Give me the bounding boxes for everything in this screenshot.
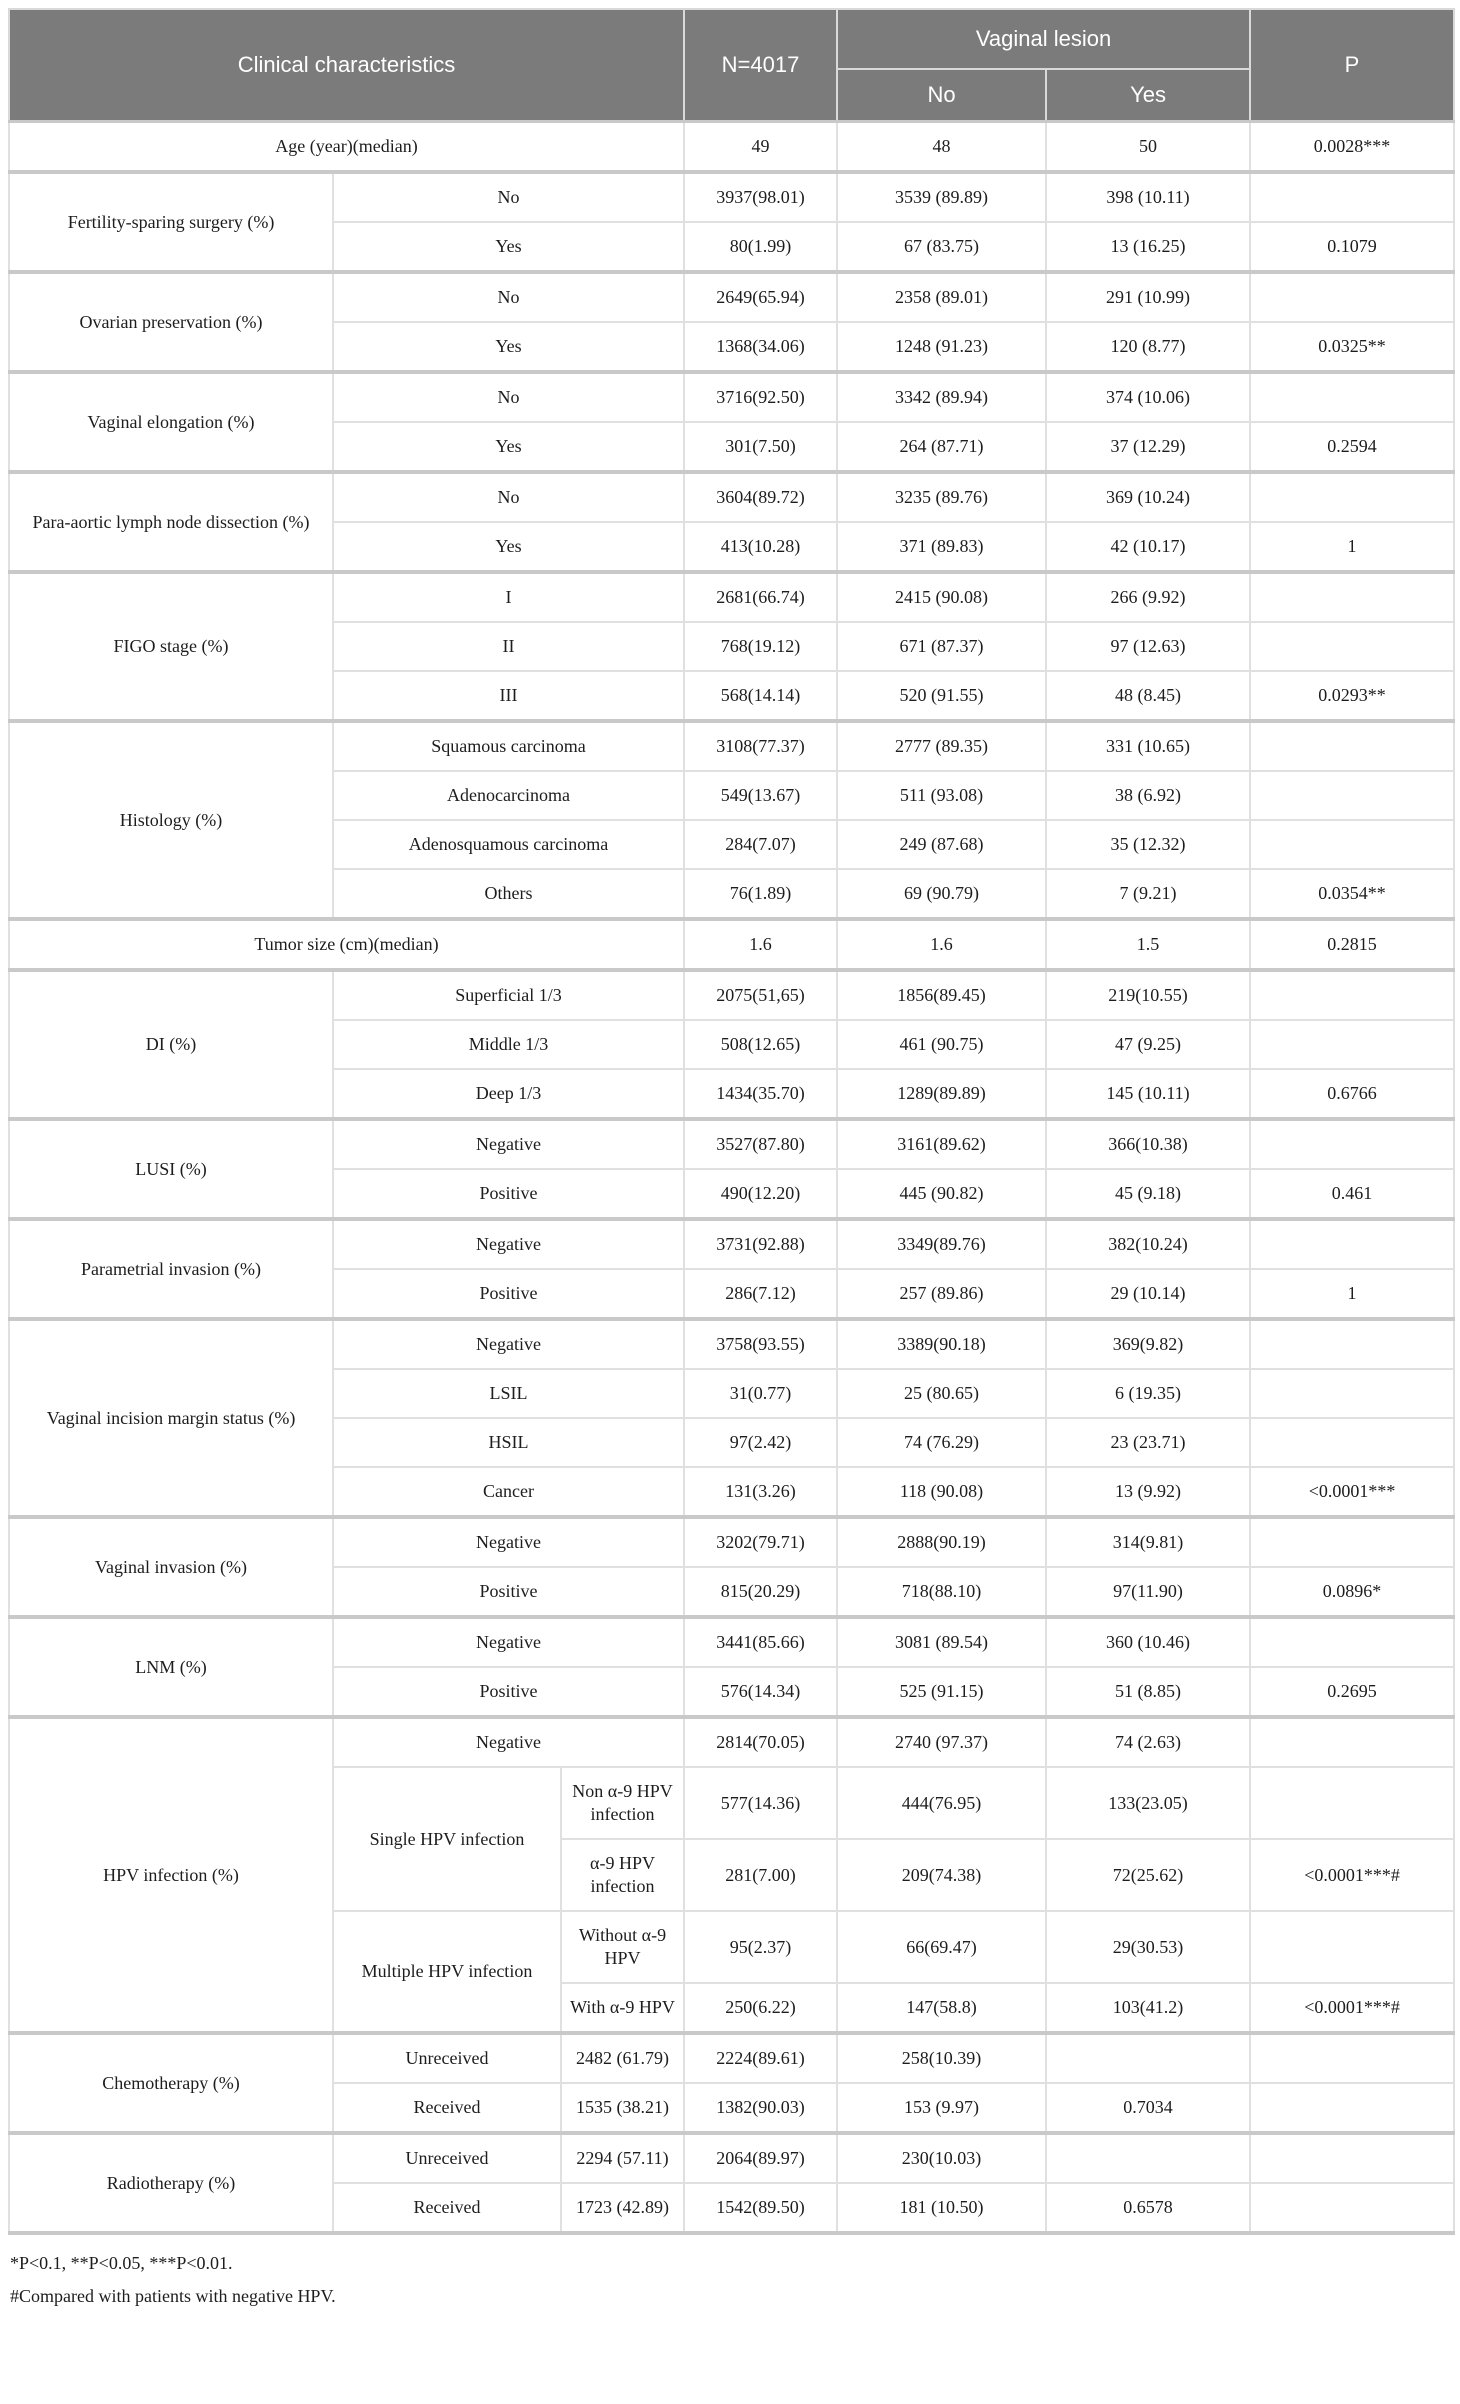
value-cell: 568(14.14)	[684, 671, 837, 721]
section-vaginal-invasion	[9, 1517, 1454, 1617]
category-cell: Unreceived	[333, 2033, 561, 2083]
row-group-label-cell: Vaginal elongation (%)	[9, 372, 333, 472]
value-cell: 2064(89.97)	[684, 2133, 837, 2183]
section-radiotherapy	[9, 2133, 1454, 2233]
table-row	[9, 1617, 1454, 1667]
category-cell: Negative	[333, 1119, 684, 1169]
value-cell: 3441(85.66)	[684, 1617, 837, 1667]
row-group-label-cell: DI (%)	[9, 970, 333, 1119]
value-cell: 250(6.22)	[684, 1983, 837, 2033]
value-cell: 147(58.8)	[837, 1983, 1046, 2033]
value-cell: 520 (91.55)	[837, 671, 1046, 721]
section-lnm	[9, 1617, 1454, 1717]
value-cell: 1542(89.50)	[684, 2183, 837, 2233]
value-cell: 549(13.67)	[684, 771, 837, 820]
value-cell: 209(74.38)	[837, 1839, 1046, 1911]
value-cell: 3937(98.01)	[684, 172, 837, 222]
category-cell: Negative	[333, 1717, 684, 1767]
category-cell: Single HPV infection	[333, 1767, 561, 1911]
p-value-cell	[1250, 2133, 1454, 2183]
p-value-cell: 0.0028***	[1250, 122, 1454, 173]
section-parametrial-invasion	[9, 1219, 1454, 1319]
p-value-cell: 1	[1250, 1269, 1454, 1319]
category-cell: Deep 1/3	[333, 1069, 684, 1119]
value-cell: 508(12.65)	[684, 1020, 837, 1069]
value-cell: 95(2.37)	[684, 1911, 837, 1983]
p-value-cell: <0.0001***#	[1250, 1983, 1454, 2033]
value-cell: 50	[1046, 122, 1250, 173]
category-cell: Positive	[333, 1269, 684, 1319]
table-row	[9, 372, 1454, 422]
p-value-cell	[1250, 1119, 1454, 1169]
p-value-cell: 0.2815	[1250, 919, 1454, 970]
value-cell: 2681(66.74)	[684, 572, 837, 622]
category-cell: Adenosquamous carcinoma	[333, 820, 684, 869]
table-row	[9, 2033, 1454, 2083]
value-cell: 281(7.00)	[684, 1839, 837, 1911]
value-cell: 382(10.24)	[1046, 1219, 1250, 1269]
subcategory-cell: With α-9 HPV	[561, 1983, 684, 2033]
value-cell: 249 (87.68)	[837, 820, 1046, 869]
table-row	[9, 919, 1454, 970]
value-cell: 1723 (42.89)	[561, 2183, 684, 2233]
footnote-significance-levels: *P<0.1, **P<0.05, ***P<0.01.	[10, 2253, 233, 2273]
row-group-label-cell: LNM (%)	[9, 1617, 333, 1717]
value-cell: 264 (87.71)	[837, 422, 1046, 472]
header-clinical-characteristics: Clinical characteristics	[9, 9, 684, 122]
subcategory-cell: Non α-9 HPV infection	[561, 1767, 684, 1839]
value-cell: 671 (87.37)	[837, 622, 1046, 671]
value-cell: 511 (93.08)	[837, 771, 1046, 820]
p-value-cell	[1250, 372, 1454, 422]
table-row	[9, 572, 1454, 622]
value-cell: 45 (9.18)	[1046, 1169, 1250, 1219]
value-cell: 29 (10.14)	[1046, 1269, 1250, 1319]
p-value-cell	[1250, 1717, 1454, 1767]
value-cell: 35 (12.32)	[1046, 820, 1250, 869]
table-row	[9, 1517, 1454, 1567]
footnote-hpv-comparison: #Compared with patients with negative HPV.	[10, 2286, 336, 2306]
category-cell: Middle 1/3	[333, 1020, 684, 1069]
value-cell: 3389(90.18)	[837, 1319, 1046, 1369]
p-value-cell	[1250, 1418, 1454, 1467]
row-group-label-cell: Parametrial invasion (%)	[9, 1219, 333, 1319]
value-cell: 577(14.36)	[684, 1767, 837, 1839]
p-value-cell	[1250, 721, 1454, 771]
category-cell: Multiple HPV infection	[333, 1911, 561, 2033]
value-cell	[1046, 2133, 1250, 2183]
value-cell: 48 (8.45)	[1046, 671, 1250, 721]
value-cell	[1046, 2033, 1250, 2083]
category-cell: Cancer	[333, 1467, 684, 1517]
table-row	[9, 472, 1454, 522]
category-cell: Positive	[333, 1169, 684, 1219]
value-cell: 13 (9.92)	[1046, 1467, 1250, 1517]
value-cell: 3716(92.50)	[684, 372, 837, 422]
value-cell: 2888(90.19)	[837, 1517, 1046, 1567]
category-cell: Unreceived	[333, 2133, 561, 2183]
p-value-cell: 0.0896*	[1250, 1567, 1454, 1617]
value-cell: 360 (10.46)	[1046, 1617, 1250, 1667]
p-value-cell	[1250, 1911, 1454, 1983]
section-vaginal-elongation	[9, 372, 1454, 472]
category-cell: Superficial 1/3	[333, 970, 684, 1020]
value-cell: 120 (8.77)	[1046, 322, 1250, 372]
p-value-cell	[1250, 272, 1454, 322]
section-age	[9, 122, 1454, 173]
subcategory-cell: Without α-9 HPV	[561, 1911, 684, 1983]
value-cell: 23 (23.71)	[1046, 1418, 1250, 1467]
value-cell: 3604(89.72)	[684, 472, 837, 522]
p-value-cell	[1250, 1767, 1454, 1839]
category-cell: Negative	[333, 1617, 684, 1667]
value-cell: 103(41.2)	[1046, 1983, 1250, 2033]
value-cell: 369(9.82)	[1046, 1319, 1250, 1369]
value-cell: 80(1.99)	[684, 222, 837, 272]
row-group-label-cell: Radiotherapy (%)	[9, 2133, 333, 2233]
table-row	[9, 1319, 1454, 1369]
section-di	[9, 970, 1454, 1119]
p-value-cell: 0.6766	[1250, 1069, 1454, 1119]
category-cell: Positive	[333, 1567, 684, 1617]
value-cell: 2075(51,65)	[684, 970, 837, 1020]
value-cell: 258(10.39)	[837, 2033, 1046, 2083]
value-cell: 3108(77.37)	[684, 721, 837, 771]
value-cell: 1368(34.06)	[684, 322, 837, 372]
value-cell: 1.6	[684, 919, 837, 970]
value-cell: 2740 (97.37)	[837, 1717, 1046, 1767]
clinical-characteristics-table	[8, 8, 1455, 2235]
p-value-cell	[1250, 1517, 1454, 1567]
subcategory-cell: α-9 HPV infection	[561, 1839, 684, 1911]
row-group-label-cell: Vaginal invasion (%)	[9, 1517, 333, 1617]
value-cell: 1289(89.89)	[837, 1069, 1046, 1119]
value-cell: 2482 (61.79)	[561, 2033, 684, 2083]
table-row	[9, 970, 1454, 1020]
category-cell: III	[333, 671, 684, 721]
value-cell: 3527(87.80)	[684, 1119, 837, 1169]
value-cell: 74 (2.63)	[1046, 1717, 1250, 1767]
category-cell: HSIL	[333, 1418, 684, 1467]
value-cell: 3161(89.62)	[837, 1119, 1046, 1169]
row-group-label-cell: Ovarian preservation (%)	[9, 272, 333, 372]
p-value-cell	[1250, 2183, 1454, 2233]
value-cell: 2294 (57.11)	[561, 2133, 684, 2183]
value-cell: 29(30.53)	[1046, 1911, 1250, 1983]
value-cell: 97(11.90)	[1046, 1567, 1250, 1617]
section-figo-stage	[9, 572, 1454, 721]
p-value-cell	[1250, 1617, 1454, 1667]
value-cell: 2814(70.05)	[684, 1717, 837, 1767]
value-cell: 66(69.47)	[837, 1911, 1046, 1983]
p-value-cell: <0.0001***	[1250, 1467, 1454, 1517]
value-cell: 576(14.34)	[684, 1667, 837, 1717]
value-cell: 74 (76.29)	[837, 1418, 1046, 1467]
value-cell: 25 (80.65)	[837, 1369, 1046, 1418]
value-cell: 76(1.89)	[684, 869, 837, 919]
section-fertility-sparing-surgery	[9, 172, 1454, 272]
p-value-cell	[1250, 1219, 1454, 1269]
value-cell: 444(76.95)	[837, 1767, 1046, 1839]
category-cell: LSIL	[333, 1369, 684, 1418]
table-row	[9, 122, 1454, 173]
value-cell: 768(19.12)	[684, 622, 837, 671]
category-cell: Others	[333, 869, 684, 919]
header-vaginal-lesion: Vaginal lesion	[837, 9, 1250, 69]
value-cell: 398 (10.11)	[1046, 172, 1250, 222]
value-cell: 219(10.55)	[1046, 970, 1250, 1020]
value-cell: 291 (10.99)	[1046, 272, 1250, 322]
value-cell: 3081 (89.54)	[837, 1617, 1046, 1667]
category-cell: I	[333, 572, 684, 622]
table-row	[9, 172, 1454, 222]
value-cell: 374 (10.06)	[1046, 372, 1250, 422]
table-row	[9, 2133, 1454, 2183]
row-group-label-cell: Fertility-sparing surgery (%)	[9, 172, 333, 272]
p-value-cell: <0.0001***#	[1250, 1839, 1454, 1911]
table-row	[9, 272, 1454, 322]
row-group-label-cell: Para-aortic lymph node dissection (%)	[9, 472, 333, 572]
p-value-cell	[1250, 472, 1454, 522]
value-cell: 2777 (89.35)	[837, 721, 1046, 771]
header-vaginal-lesion-yes: Yes	[1046, 69, 1250, 122]
value-cell: 490(12.20)	[684, 1169, 837, 1219]
category-cell: Yes	[333, 522, 684, 572]
value-cell: 0.6578	[1046, 2183, 1250, 2233]
category-cell: No	[333, 272, 684, 322]
value-cell: 286(7.12)	[684, 1269, 837, 1319]
value-cell: 31(0.77)	[684, 1369, 837, 1418]
category-cell: Negative	[333, 1319, 684, 1369]
section-histology	[9, 721, 1454, 919]
row-group-label-cell: HPV infection (%)	[9, 1717, 333, 2033]
value-cell: 266 (9.92)	[1046, 572, 1250, 622]
p-value-cell: 0.0293**	[1250, 671, 1454, 721]
value-cell: 72(25.62)	[1046, 1839, 1250, 1911]
section-lusi	[9, 1119, 1454, 1219]
value-cell: 1.5	[1046, 919, 1250, 970]
category-cell: II	[333, 622, 684, 671]
value-cell: 97(2.42)	[684, 1418, 837, 1467]
value-cell: 413(10.28)	[684, 522, 837, 572]
category-cell: Yes	[333, 422, 684, 472]
p-value-cell: 0.2695	[1250, 1667, 1454, 1717]
value-cell: 7 (9.21)	[1046, 869, 1250, 919]
category-cell: No	[333, 172, 684, 222]
value-cell: 1248 (91.23)	[837, 322, 1046, 372]
value-cell: 2224(89.61)	[684, 2033, 837, 2083]
header-vaginal-lesion-no: No	[837, 69, 1046, 122]
value-cell: 331 (10.65)	[1046, 721, 1250, 771]
value-cell: 366(10.38)	[1046, 1119, 1250, 1169]
p-value-cell	[1250, 771, 1454, 820]
p-value-cell: 0.0325**	[1250, 322, 1454, 372]
section-para-aortic-lymph-node-dissection	[9, 472, 1454, 572]
value-cell: 815(20.29)	[684, 1567, 837, 1617]
category-cell: No	[333, 372, 684, 422]
section-vaginal-incision-margin-status	[9, 1319, 1454, 1517]
value-cell: 118 (90.08)	[837, 1467, 1046, 1517]
p-value-cell	[1250, 1369, 1454, 1418]
category-cell: Negative	[333, 1219, 684, 1269]
category-cell: Squamous carcinoma	[333, 721, 684, 771]
value-cell: 1.6	[837, 919, 1046, 970]
p-value-cell	[1250, 1020, 1454, 1069]
value-cell: 3235 (89.76)	[837, 472, 1046, 522]
value-cell: 2649(65.94)	[684, 272, 837, 322]
p-value-cell	[1250, 820, 1454, 869]
p-value-cell	[1250, 1319, 1454, 1369]
table-row	[9, 1219, 1454, 1269]
value-cell: 301(7.50)	[684, 422, 837, 472]
value-cell: 1382(90.03)	[684, 2083, 837, 2133]
value-cell: 133(23.05)	[1046, 1767, 1250, 1839]
table-header	[9, 9, 1454, 122]
p-value-cell: 0.1079	[1250, 222, 1454, 272]
value-cell: 445 (90.82)	[837, 1169, 1046, 1219]
value-cell: 525 (91.15)	[837, 1667, 1046, 1717]
category-cell: Received	[333, 2183, 561, 2233]
value-cell: 42 (10.17)	[1046, 522, 1250, 572]
p-value-cell: 1	[1250, 522, 1454, 572]
category-cell: Negative	[333, 1517, 684, 1567]
value-cell: 48	[837, 122, 1046, 173]
p-value-cell	[1250, 622, 1454, 671]
value-cell: 3349(89.76)	[837, 1219, 1046, 1269]
category-cell: Yes	[333, 322, 684, 372]
value-cell: 257 (89.86)	[837, 1269, 1046, 1319]
value-cell: 145 (10.11)	[1046, 1069, 1250, 1119]
value-cell: 3758(93.55)	[684, 1319, 837, 1369]
value-cell: 38 (6.92)	[1046, 771, 1250, 820]
value-cell: 369 (10.24)	[1046, 472, 1250, 522]
value-cell: 0.7034	[1046, 2083, 1250, 2133]
footnotes	[10, 2247, 1453, 2313]
value-cell: 51 (8.85)	[1046, 1667, 1250, 1717]
row-group-label-cell: Vaginal incision margin status (%)	[9, 1319, 333, 1517]
value-cell: 314(9.81)	[1046, 1517, 1250, 1567]
p-value-cell	[1250, 572, 1454, 622]
row-group-label-cell: LUSI (%)	[9, 1119, 333, 1219]
p-value-cell	[1250, 172, 1454, 222]
value-cell: 153 (9.97)	[837, 2083, 1046, 2133]
value-cell: 97 (12.63)	[1046, 622, 1250, 671]
row-group-label-cell: Histology (%)	[9, 721, 333, 919]
p-value-cell: 0.0354**	[1250, 869, 1454, 919]
section-tumor-size	[9, 919, 1454, 970]
table-row	[9, 1717, 1454, 1767]
value-cell: 718(88.10)	[837, 1567, 1046, 1617]
value-cell: 47 (9.25)	[1046, 1020, 1250, 1069]
category-cell: Positive	[333, 1667, 684, 1717]
value-cell: 1434(35.70)	[684, 1069, 837, 1119]
category-cell: Received	[333, 2083, 561, 2133]
section-chemotherapy	[9, 2033, 1454, 2133]
value-cell: 3539 (89.89)	[837, 172, 1046, 222]
row-group-label-cell: Tumor size (cm)(median)	[9, 919, 684, 970]
value-cell: 181 (10.50)	[837, 2183, 1046, 2233]
value-cell: 2358 (89.01)	[837, 272, 1046, 322]
p-value-cell	[1250, 2033, 1454, 2083]
header-n-total: N=4017	[684, 9, 837, 122]
section-ovarian-preservation	[9, 272, 1454, 372]
header-p-value: P	[1250, 9, 1454, 122]
value-cell: 1856(89.45)	[837, 970, 1046, 1020]
category-cell: Adenocarcinoma	[333, 771, 684, 820]
value-cell: 67 (83.75)	[837, 222, 1046, 272]
table-row	[9, 721, 1454, 771]
value-cell: 3731(92.88)	[684, 1219, 837, 1269]
p-value-cell	[1250, 970, 1454, 1020]
value-cell: 3342 (89.94)	[837, 372, 1046, 422]
category-cell: No	[333, 472, 684, 522]
section-hpv-infection	[9, 1717, 1454, 2033]
value-cell: 284(7.07)	[684, 820, 837, 869]
value-cell: 2415 (90.08)	[837, 572, 1046, 622]
value-cell: 6 (19.35)	[1046, 1369, 1250, 1418]
table-row	[9, 1119, 1454, 1169]
value-cell: 13 (16.25)	[1046, 222, 1250, 272]
value-cell: 371 (89.83)	[837, 522, 1046, 572]
value-cell: 3202(79.71)	[684, 1517, 837, 1567]
row-group-label-cell: Chemotherapy (%)	[9, 2033, 333, 2133]
row-group-label-cell: FIGO stage (%)	[9, 572, 333, 721]
p-value-cell: 0.461	[1250, 1169, 1454, 1219]
value-cell: 230(10.03)	[837, 2133, 1046, 2183]
value-cell: 37 (12.29)	[1046, 422, 1250, 472]
value-cell: 131(3.26)	[684, 1467, 837, 1517]
p-value-cell: 0.2594	[1250, 422, 1454, 472]
value-cell: 49	[684, 122, 837, 173]
p-value-cell	[1250, 2083, 1454, 2133]
category-cell: Yes	[333, 222, 684, 272]
value-cell: 69 (90.79)	[837, 869, 1046, 919]
value-cell: 1535 (38.21)	[561, 2083, 684, 2133]
value-cell: 461 (90.75)	[837, 1020, 1046, 1069]
row-group-label-cell: Age (year)(median)	[9, 122, 684, 173]
